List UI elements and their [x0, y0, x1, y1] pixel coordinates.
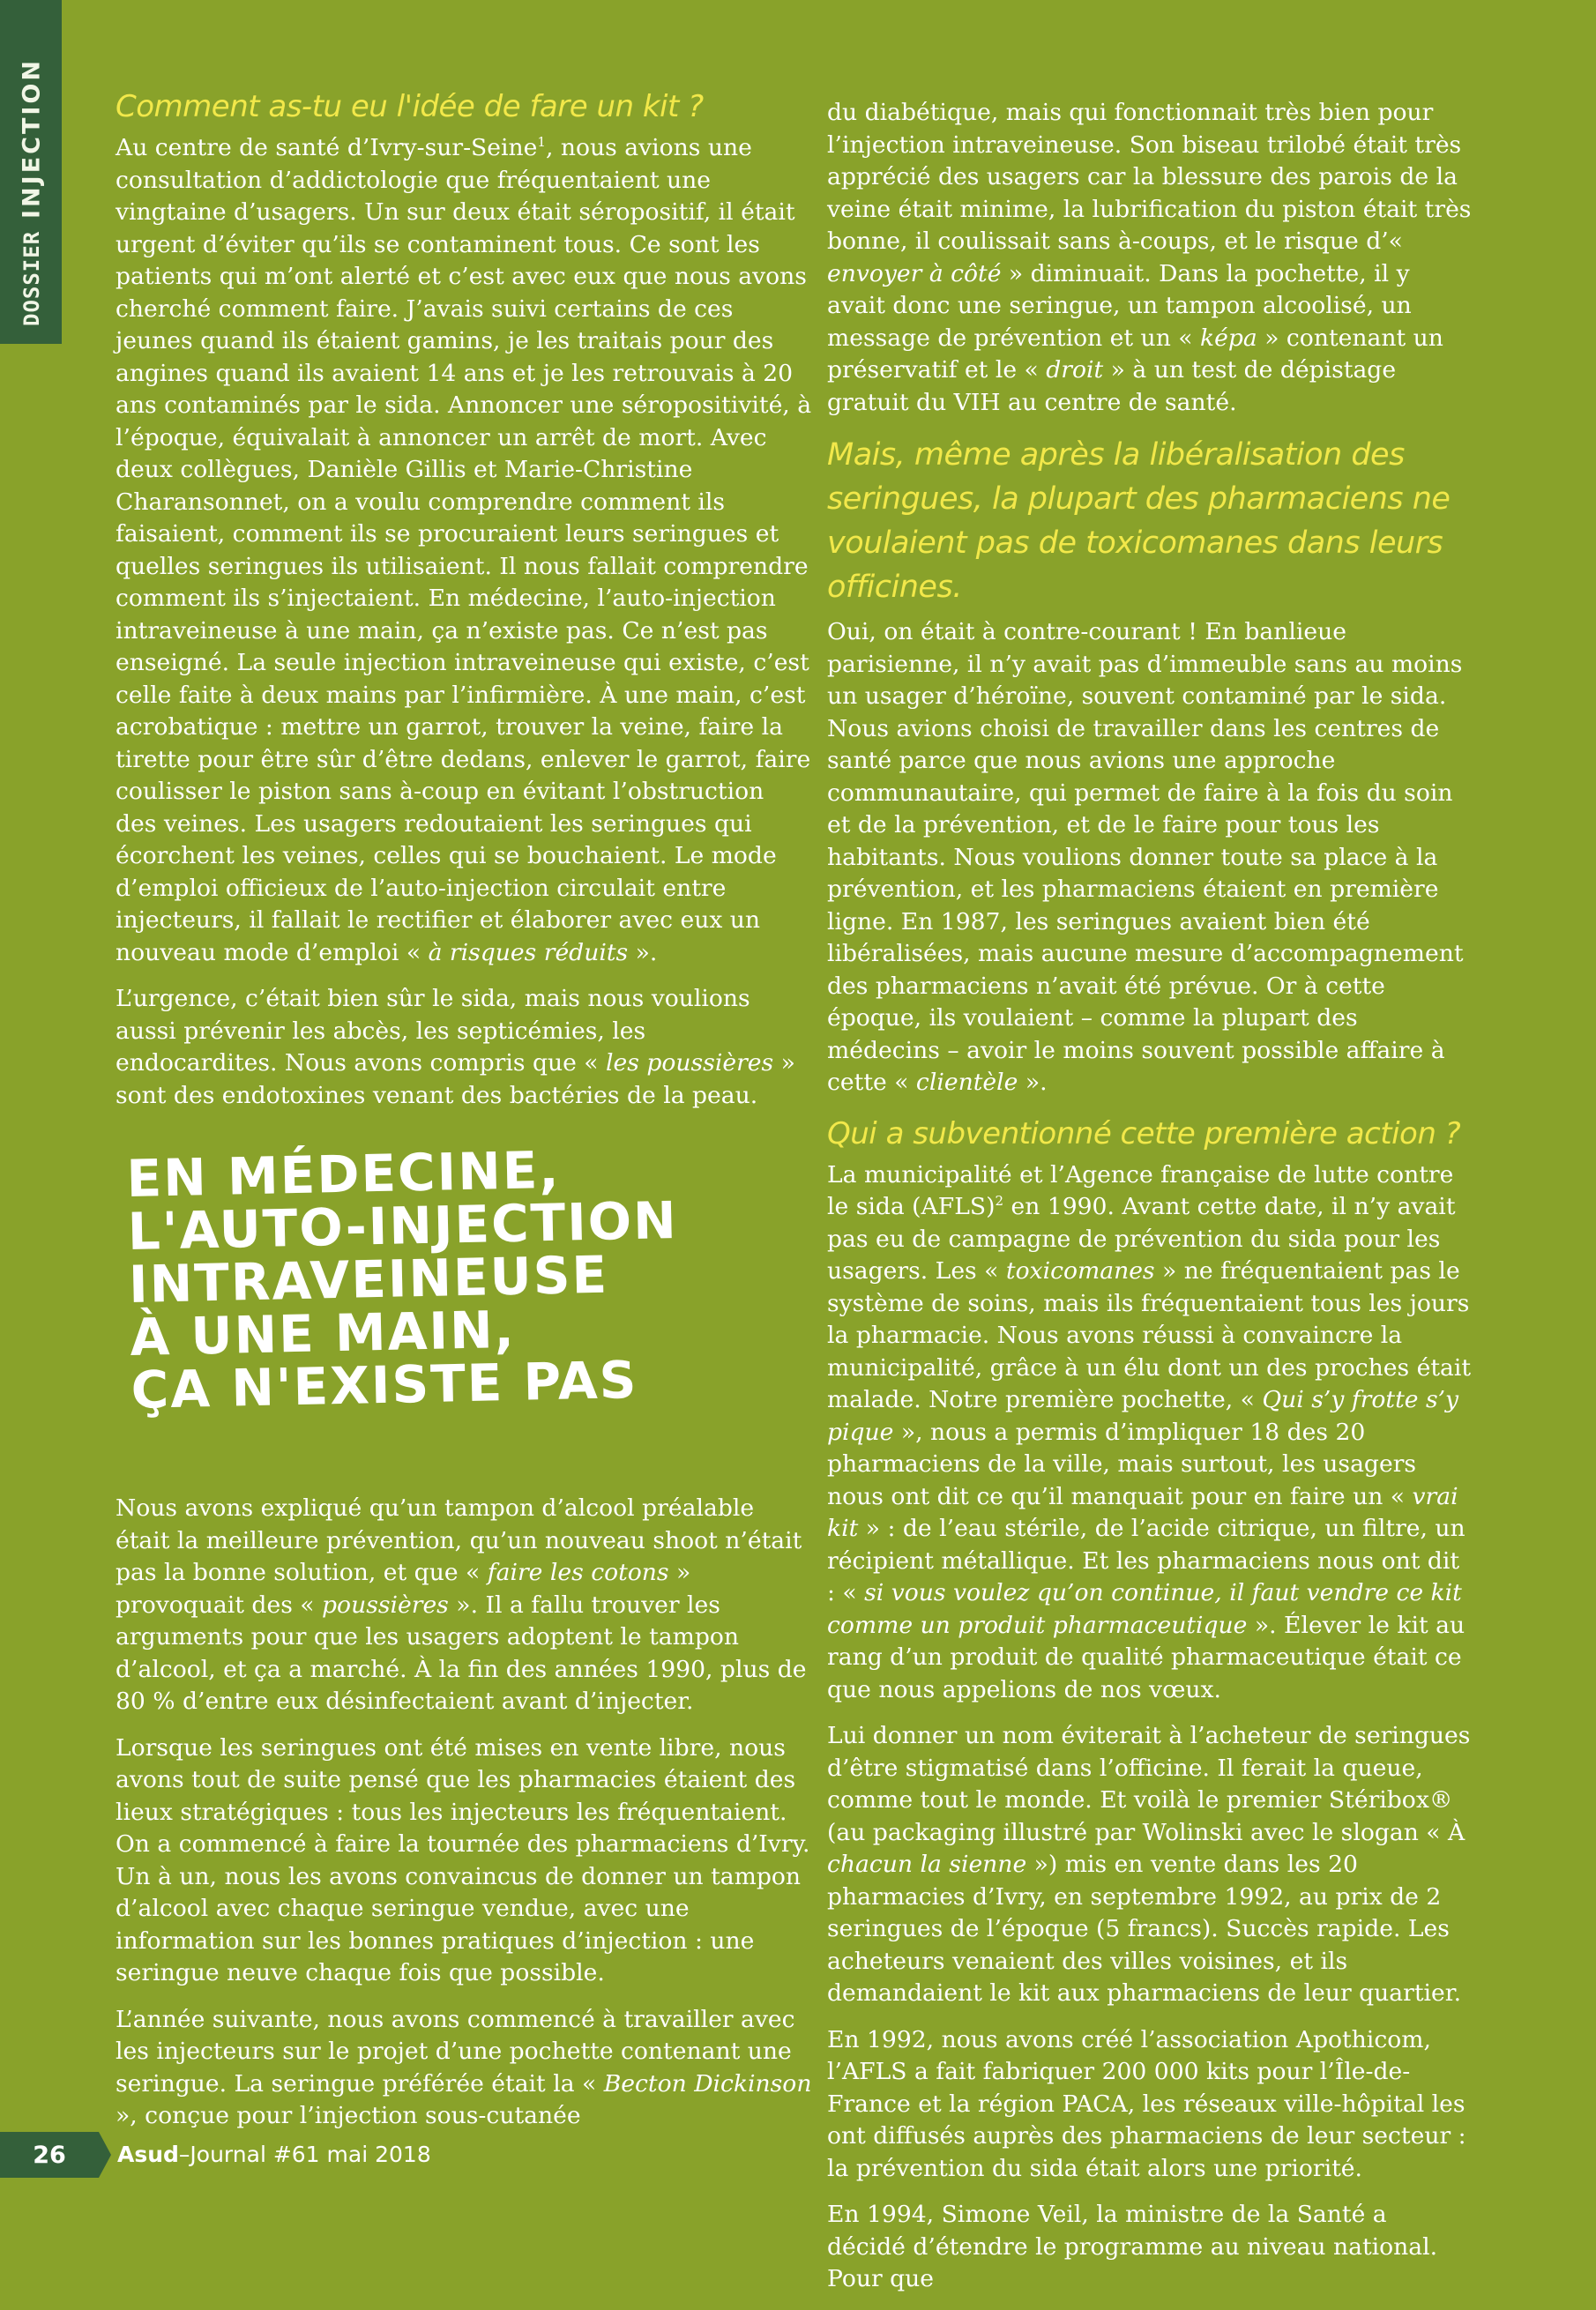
journal-credit: Asud–Journal #61 mai 2018 — [117, 2142, 431, 2167]
pull-quote: EN MÉDECINE, L'AUTO-INJECTION INTRAVEINEUSE À UNE MAIN, ÇA N'EXISTE PAS — [125, 1139, 679, 1420]
section-label — [18, 35, 46, 326]
section-name: INJECTION — [18, 57, 46, 219]
right-column — [827, 97, 1473, 2310]
page-number: 26 — [0, 2132, 99, 2178]
paragraph: Au centre de santé d’Ivry-sur-Seine$^1$, nous avions une consultation d’addictologie que fréquentaient une vingtaine d’usagers. Un sur deux était séropositif, il était urgent d’éviter qu’ils se contaminent tous. Ce sont les patients qui m’ont alerté et c’est avec eux que nous avons cherché comment faire. J’avais suivi certains de ces jeunes quand ils étaient gamins, je les traitais pour des angines quand ils avaient 14 ans et je les retrouvais à 20 ans contaminés par le sida. Annoncer une séropositivité, à l’époque, équivalait à annoncer un arrêt de mort. Avec deux collègues, Danièle Gillis et Marie-Christine Charansonnet, on a voulu comprendre comment ils faisaient, comment ils se procuraient leurs seringues et quelles seringues ils utilisaient. Il nous fallait comprendre comment ils s’injectaient. En médecine, l’auto-injection intraveineuse à une main, ça n’existe pas. Ce n’est pas enseigné. La seule injection intraveineuse qui existe, c’est celle faite à deux mains par l’infirmière. À une main, c’est acrobatique : mettre un garrot, trouver la veine, faire la tirette pour être sûr d’être dedans, enlever le garrot, faire coulisser le piston sans à-coup en évitant l’obstruction des veines. Les usagers redoutaient les seringues qui écorchent les veines, celles qui se bouchaient. Le mode d’emploi officieux de l’auto-injection circulait entre injecteurs, il fallait le rectifier et élaborer avec eux un nouveau mode d’emploi « à risques réduits ». — [116, 134, 812, 966]
page-footer — [0, 2132, 459, 2178]
question-heading-2: Mais, même après la libéralisation des seringues, la plupart des pharmaciens ne voulaient pas de toxicomanes dans leurs officines. — [827, 437, 1451, 605]
paragraph: Nous avons expliqué qu’un tampon d’alcool préalable était la meilleure prévention, qu’un nouveau shoot n’était pas la bonne solution, et que « faire les cotons » provoquait des « poussières ». Il a fallu trouver les arguments pour que les usagers adoptent le tampon d’alcool, et ça a marché. À la fin des années 1990, plus de 80 % d’entre eux désinfectaient avant d’injecter. — [116, 1494, 807, 1715]
paragraph: L’urgence, c’était bien sûr le sida, mais nous voulions aussi prévenir les abcès, les septicémies, les endocardites. Nous avons compris que « les poussières » sont des endotoxines venant des bactéries de la peau. — [116, 985, 795, 1109]
left-column — [116, 86, 812, 2147]
dossier-label: DOSSIER — [19, 230, 44, 326]
paragraph: Oui, on était à contre-courant ! En banlieue parisienne, il n’y avait pas d’immeuble sans au moins un usager d’héroïne, souvent contaminé par le sida. Nous avions choisi de travailler dans les centres de santé parce que nous avions une approche communautaire, qui permet de faire à la fois du soin et de la prévention, et de le faire pour tous les habitants. Nous voulions donner toute sa place à la prévention, et les pharmaciens étaient en première ligne. En 1987, les seringues avaient bien été libéralisées, mais aucune mesure d’accompagnement des pharmaciens n’avait été prévue. Or à cette époque, ils voulaient – comme la plupart des médecins – avoir le moins souvent possible affaire à cette « clientèle ». — [827, 618, 1464, 1096]
question-heading-1: Comment as-tu eu l'idée de fare un kit ? — [116, 89, 704, 124]
question-heading-3: Qui a subventionné cette première action ? — [827, 1115, 1461, 1151]
paragraph: Lui donner un nom éviterait à l’acheteur de seringues d’être stigmatisé dans l’officine. Il ferait la queue, comme tout le monde. Et voilà le premier Stéribox® (au packaging illustré par Wolinski avec le slogan « À chacun la sienne ») mis en vente dans les 20 pharmacies d’Ivry, en septembre 1992, au prix de 2 seringues de l’époque (5 francs). Succès rapide. Les acheteurs venaient des villes voisines, et ils demandaient le kit aux pharmaciens de leur quartier. — [827, 1722, 1471, 2007]
page-number-tab-edge — [99, 2132, 111, 2178]
section-tab — [0, 0, 62, 344]
paragraph: La municipalité et l’Agence française de lutte contre le sida (AFLS)$^2$ en 1990. Avant cette date, il n’y avait pas eu de campagne de prévention du sida pour les usagers. Les « toxicomanes » ne fréquentaient pas le système de soins, mais ils fréquentaient tous les jours la pharmacie. Nous avons réussi à convaincre la municipalité, grâce à un élu dont un des proches était malade. Notre première pochette, « Qui s’y frotte s’y pique », nous a permis d’impliquer 18 des 20 pharmaciens de la ville, mais surtout, les usagers nous ont dit ce qu’il manquait pour en faire un « vrai kit » : de l’eau stérile, de l’acide citrique, un filtre, un récipient métallique. Et les pharmaciens nous ont dit : « si vous voulez qu’on continue, il faut vendre ce kit comme un produit pharmaceutique ». Élever le kit au rang d’un produit de qualité pharmaceutique était ce que nous appelions de nos vœux. — [827, 1160, 1472, 1703]
paragraph: En 1994, Simone Veil, la ministre de la Santé a décidé d’étendre le programme au niveau national. Pour que — [827, 2201, 1438, 2292]
paragraph: du diabétique, mais qui fonctionnait très bien pour l’injection intraveineuse. Son biseau trilobé était très apprécié des usagers car la blessure des parois de la veine était minime, la lubrification du piston était très bonne, il coulissait sans à-coups, et le risque d’« envoyer à côté » diminuait. Dans la pochette, il y avait donc une seringue, un tampon alcoolisé, un message de prévention et un « képa » contenant un préservatif et le « droit » à un test de dépistage gratuit du VIH au centre de santé. — [827, 99, 1472, 416]
paragraph: L’année suivante, nous avons commencé à travailler avec les injecteurs sur le projet d’une pochette contenant une seringue. La seringue préférée était la « Becton Dickinson », conçue pour l’injection sous-cutanée — [116, 2005, 812, 2129]
paragraph: En 1992, nous avons créé l’association Apothicom, l’AFLS a fait fabriquer 200 000 kits pour l’Île-de-France et la région PACA, les réseaux ville-hôpital les ont diffusés auprès des pharmaciens de leur secteur : la prévention du sida était alors une priorité. — [827, 2025, 1466, 2182]
paragraph: Lorsque les seringues ont été mises en vente libre, nous avons tout de suite pensé que les pharmacies étaient des lieux stratégiques : tous les injecteurs les fréquentaient. On a commencé à faire la tournée des pharmaciens d’Ivry. Un à un, nous les avons convaincus de donner un tampon d’alcool avec chaque seringue vendue, avec une information sur les bonnes pratiques d’injection : une seringue neuve chaque fois que possible. — [116, 1733, 810, 1986]
